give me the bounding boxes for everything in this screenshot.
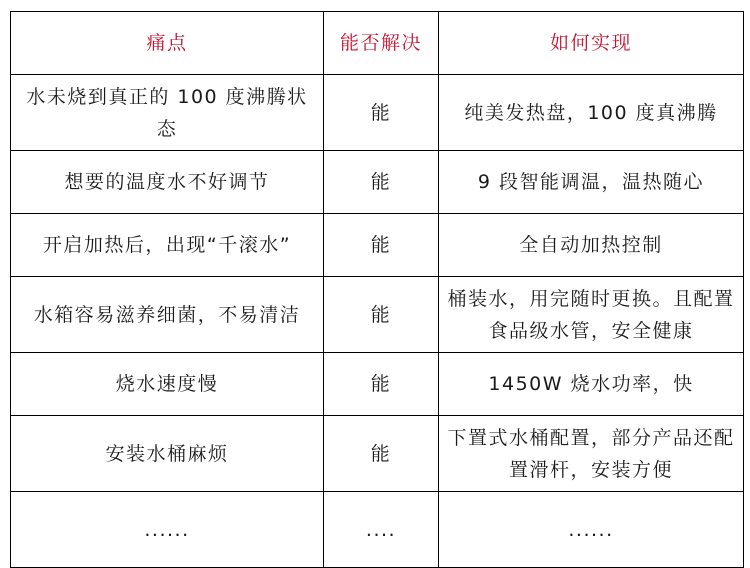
table-header-row [11,12,744,75]
table-row [11,492,744,568]
cell-solvable: .... [324,492,439,568]
cell-solvable: 能 [324,75,439,151]
cell-how: 全自动加热控制 [439,214,744,277]
cell-how: 9 段智能调温，温热随心 [439,151,744,214]
header-solvable: 能否解决 [324,12,439,75]
cell-how: 1450W 烧水功率，快 [439,353,744,416]
cell-how: 纯美发热盘，100 度真沸腾 [439,75,744,151]
cell-pain-point: 开启加热后，出现“千滚水” [11,214,324,277]
cell-pain-point: 安装水桶麻烦 [11,416,324,492]
pain-point-table [10,11,744,568]
cell-solvable: 能 [324,151,439,214]
header-how: 如何实现 [439,12,744,75]
table-row [11,75,744,151]
cell-pain-point: ...... [11,492,324,568]
table-row [11,353,744,416]
cell-pain-point: 水箱容易滋养细菌，不易清洁 [11,277,324,353]
cell-pain-point: 想要的温度水不好调节 [11,151,324,214]
table-row [11,214,744,277]
cell-how: 桶装水，用完随时更换。且配置食品级水管，安全健康 [439,277,744,353]
cell-solvable: 能 [324,353,439,416]
cell-how: 下置式水桶配置，部分产品还配置滑杆，安装方便 [439,416,744,492]
cell-solvable: 能 [324,416,439,492]
table-row [11,416,744,492]
table-row [11,151,744,214]
cell-solvable: 能 [324,214,439,277]
cell-solvable: 能 [324,277,439,353]
cell-how: ...... [439,492,744,568]
table-row [11,277,744,353]
cell-pain-point: 烧水速度慢 [11,353,324,416]
cell-pain-point: 水未烧到真正的 100 度沸腾状态 [11,75,324,151]
header-pain-point: 痛点 [11,12,324,75]
